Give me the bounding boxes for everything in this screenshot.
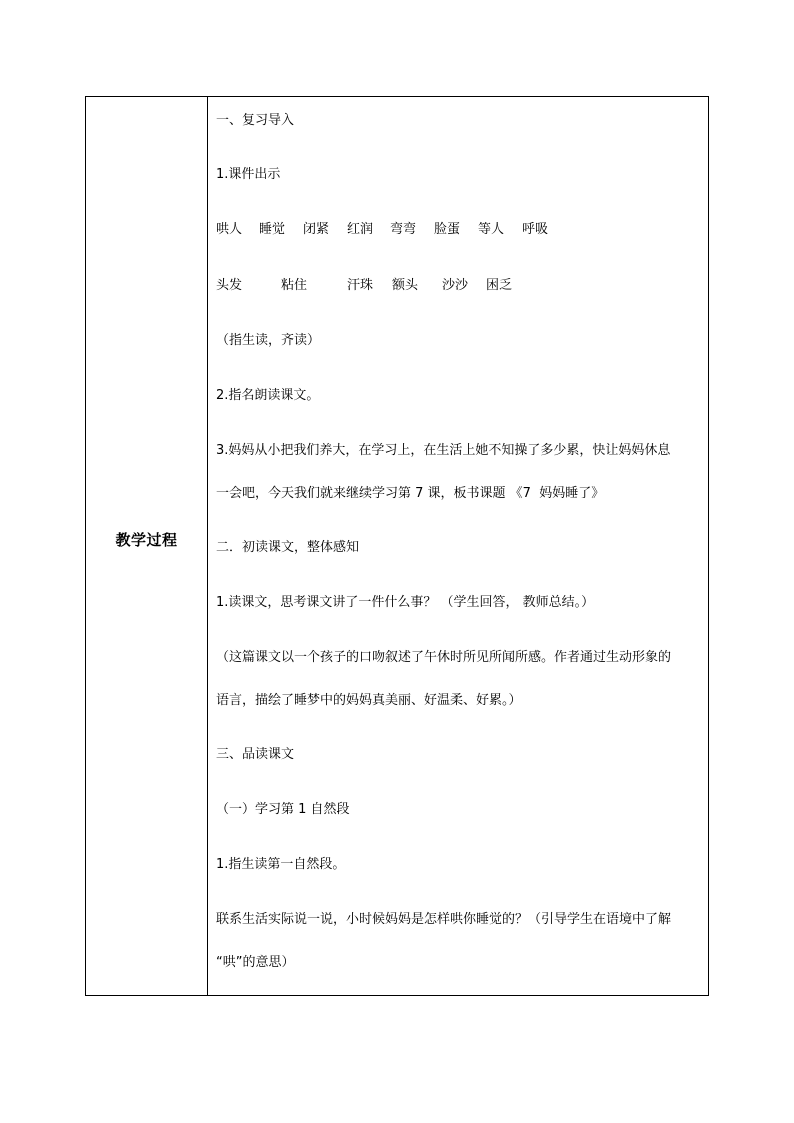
section-heading: 一、复习导入 [216,113,295,128]
lesson-table [85,96,709,996]
subsection-heading: （一）学习第 1 自然段 [216,802,350,817]
content-line: 语言，描绘了睡梦中的妈妈真美丽、好温柔、好累。） [216,693,522,708]
word-row [216,222,706,238]
vocab-word: 沙沙 [442,278,469,293]
vocab-word: 汗珠 [347,278,374,293]
content-line: 2.指名朗读课文。 [216,388,320,403]
vocab-word: 困乏 [486,278,513,293]
content-line: “哄”的意思） [216,955,295,970]
content-line: 联系生活实际说一说，小时候妈妈是怎样哄你睡觉的？（引导学生在语境中了解 [216,912,672,927]
section-heading: 三、品读课文 [216,747,295,762]
content-line: 1.指生读第一自然段。 [216,857,346,872]
content-line: （指生读，齐读） [216,333,321,348]
vocab-word: 哄人 [216,222,243,237]
vocab-word: 呼吸 [522,222,549,237]
content-line: （这篇课文以一个孩子的口吻叙述了午休时所见所闻所感。作者通过生动形象的 [216,650,672,665]
word-row [216,278,706,294]
vocab-word: 闭紧 [303,222,330,237]
content-line: 1.读课文，思考课文讲了一件什么事？ （学生回答， 教师总结。） [216,595,595,610]
vocab-word: 等人 [478,222,505,237]
content-line: 1.课件出示 [216,167,281,182]
vocab-word: 弯弯 [390,222,417,237]
vocab-word: 头发 [216,278,243,293]
row-label: 教学过程 [115,531,178,549]
content-line: 一会吧，今天我们就来继续学习第 7 课，板书课题 《7 妈妈睡了》 [216,486,605,501]
vocab-word: 红润 [347,222,374,237]
column-divider [207,97,208,995]
vocab-word: 睡觉 [259,222,286,237]
section-heading: 二．初读课文，整体感知 [216,540,360,555]
vocab-word: 额头 [392,278,419,293]
vocab-word: 脸蛋 [434,222,461,237]
content-line: 3.妈妈从小把我们养大，在学习上，在生活上她不知操了多少累，快让妈妈休息 [216,443,671,458]
vocab-word: 粘住 [281,278,308,293]
